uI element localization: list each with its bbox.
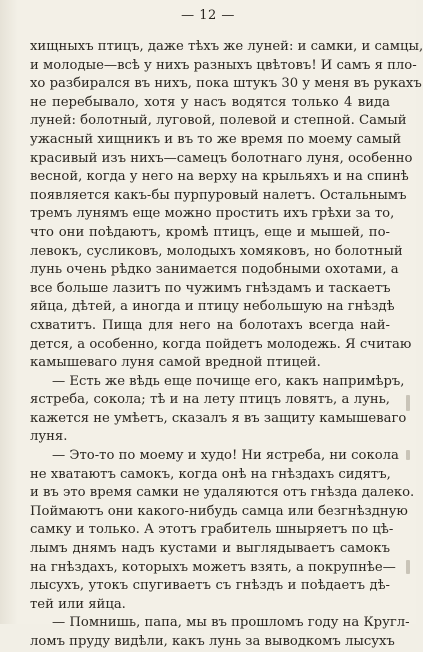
text-line: все больше лазитъ по чужимъ гнѣздамъ и таскаетъ	[30, 280, 391, 296]
text-line: что они поѣдаютъ, кромѣ птицъ, еще и мышей, по-	[30, 224, 390, 240]
text-line: кажется не умѣетъ, сказалъ я въ защиту камышеваго	[30, 410, 407, 426]
text-line: не перебывало, хотя у насъ водятся только 4 вида	[30, 94, 390, 110]
text-line: хищныхъ птицъ, даже тѣхъ же луней: и самки, и самцы,	[30, 39, 423, 54]
page-number: — 12 —	[181, 8, 235, 23]
page-edge-mark	[406, 395, 410, 411]
page-text	[30, 38, 423, 652]
text-line: дется, а особенно, когда пойдетъ молодежь. Я считаю	[30, 336, 412, 352]
text-line: не хватаютъ самокъ, когда онѣ на гнѣздахъ сидятъ,	[30, 466, 391, 482]
text-line: хо разбирался въ нихъ, пока штукъ 30 у меня въ рукахъ	[30, 76, 422, 92]
text-line: лымъ днямъ надъ кустами и выглядываетъ самокъ	[30, 541, 390, 557]
text-line: яйца, дѣтей, а иногда и птицу небольшую на гнѣздѣ	[30, 299, 395, 315]
text-line: лысухъ, утокъ спугиваетъ съ гнѣздъ и поѣдаетъ дѣ-	[30, 578, 390, 594]
text-line: Поймаютъ они какого-нибудь самца или безгнѣздную	[30, 503, 408, 519]
text-line: на гнѣздахъ, которыхъ можетъ взять, а покрупнѣе—	[30, 559, 396, 575]
text-line: — Есть же вѣдь еще почище его, какъ напримѣръ,	[52, 373, 405, 389]
text-line: тремъ лунямъ еще можно простить ихъ грѣхи за то,	[30, 206, 395, 222]
text-line: камышеваго луня самой вредной птицей.	[30, 355, 321, 371]
text-line: ужасный хищникъ и въ то же время по моему самый	[30, 131, 402, 147]
text-line: луня.	[30, 429, 68, 445]
text-line: самку и только. А этотъ грабитель шныряетъ по цѣ-	[30, 522, 394, 538]
text-line: — Это-то по моему и худо! Ни ястреба, ни сокола	[52, 448, 399, 464]
text-line: лунь очень рѣдко занимается подобными охотами, а	[30, 262, 399, 278]
text-line: ястреба, сокола; тѣ и на лету птицъ ловятъ, а лунь,	[30, 392, 390, 408]
page-edge-mark	[406, 560, 410, 574]
text-line: ломъ пруду видѣли, какъ лунь за выводкомъ лысухъ	[30, 634, 395, 649]
text-line: появляется какъ-бы пурпуровый налетъ. Остальнымъ	[30, 187, 407, 203]
text-line: схватитъ. Пища для него на болотахъ всегда най-	[30, 317, 390, 333]
text-line: весной, когда у него на верху на крыльяхъ и на спинѣ	[30, 169, 409, 185]
text-line: и молодые—всѣ у нихъ разныхъ цвѣтовъ! И самъ я пло-	[30, 57, 417, 73]
page-edge-mark	[406, 450, 410, 460]
text-line: луней: болотный, луговой, полевой и степной. Самый	[30, 113, 407, 129]
text-line: красивый изъ нихъ—самецъ болотнаго луня, особенно	[30, 150, 413, 166]
text-line: и въ это время самки не удаляются отъ гнѣзда далеко.	[30, 485, 415, 501]
text-line: тей или яйца.	[30, 596, 126, 612]
text-line: левокъ, сусликовъ, молодыхъ хомяковъ, но болотный	[30, 243, 403, 259]
text-line: — Помнишь, папа, мы въ прошломъ году на Кругл-	[52, 615, 410, 631]
